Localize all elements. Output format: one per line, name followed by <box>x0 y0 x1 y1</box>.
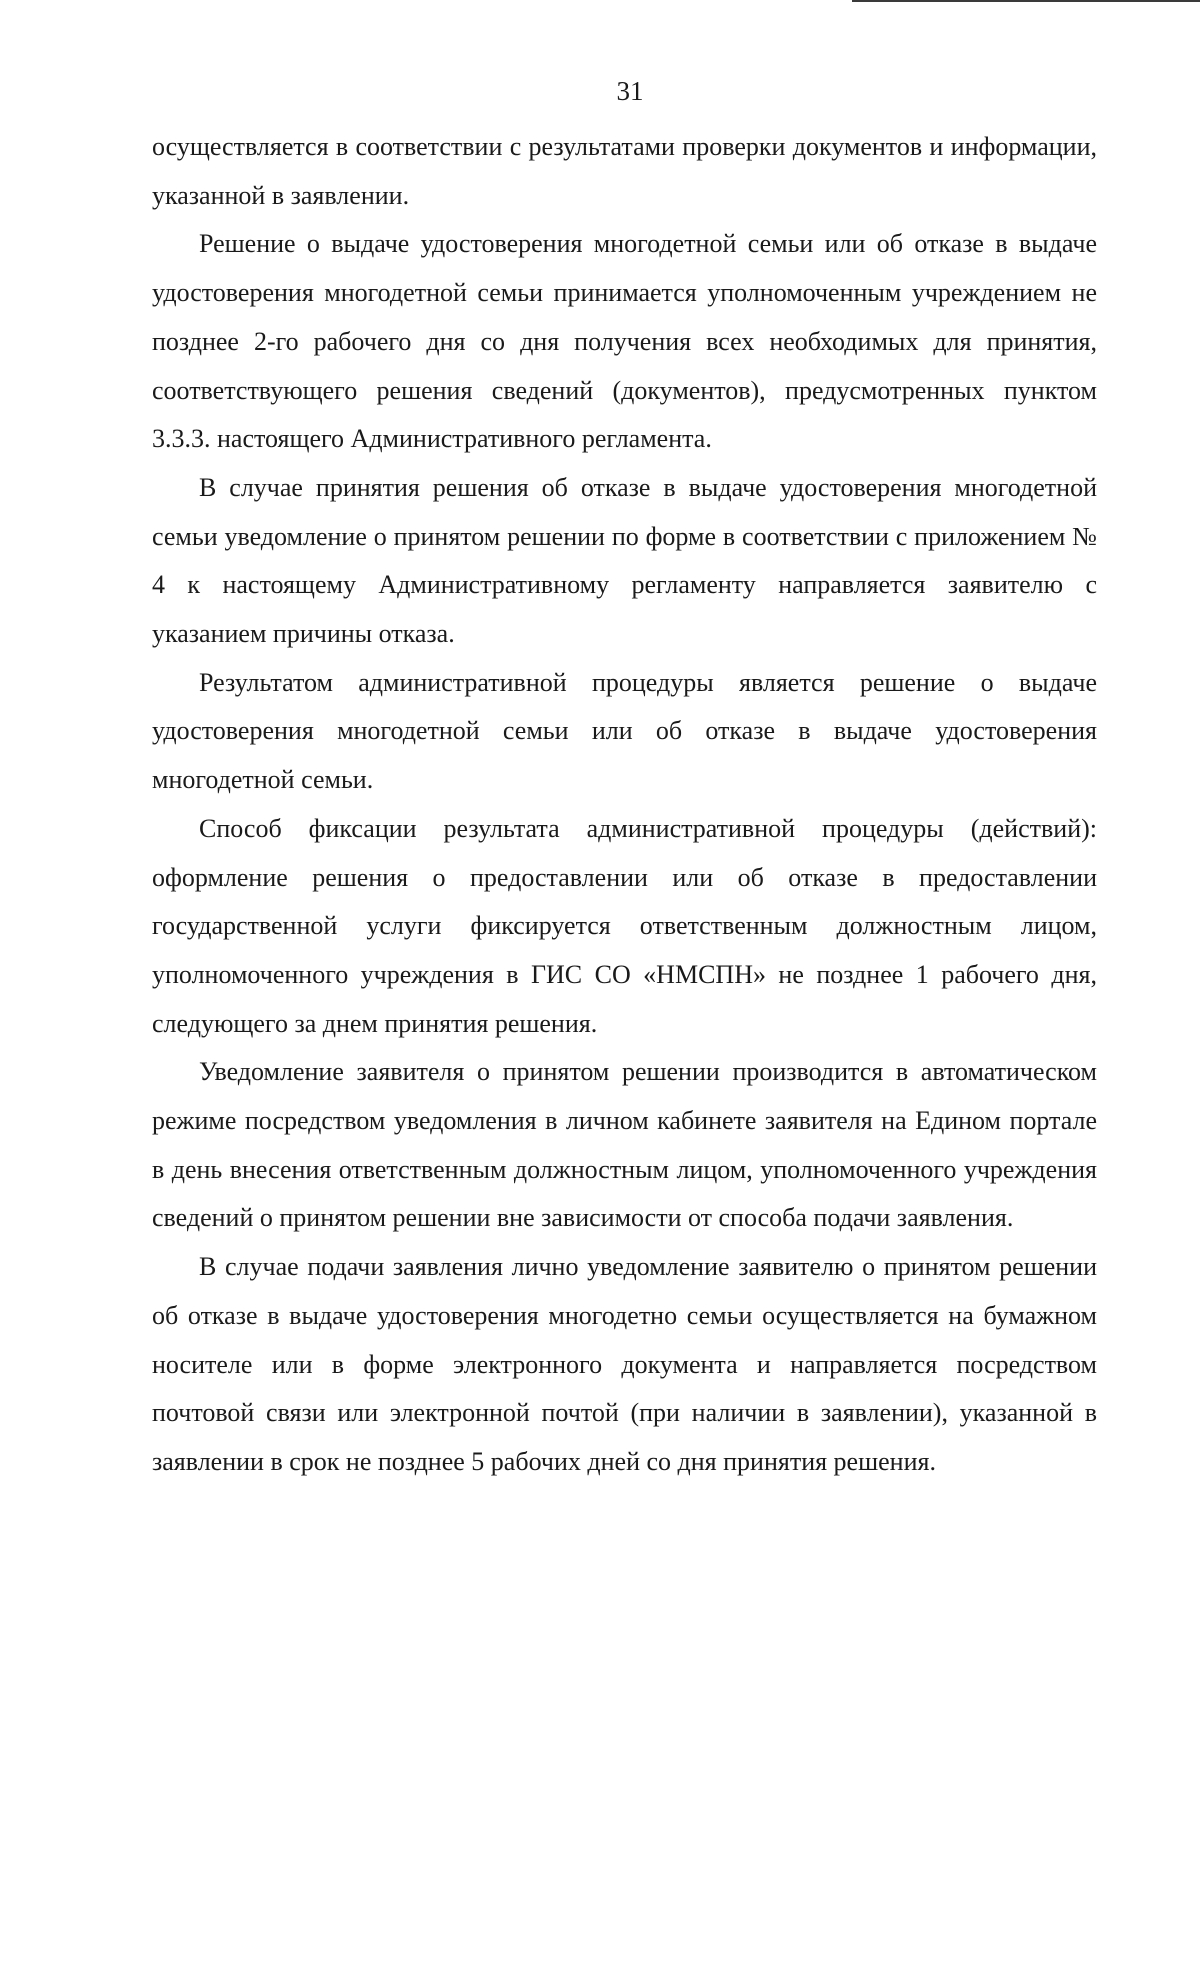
paragraph-continuation: осуществляется в соответствии с результатами проверки документов и информации, указанной в заявлении. <box>152 132 1097 210</box>
paragraph-refusal-notice: В случае принятия решения об отказе в выдаче удостоверения многодетной семьи уведомление о принятом решении по форме в соответствии с приложением № 4 к настоящему Административному регламенту направляется заявителю с указанием причины отказа. <box>152 472 1097 649</box>
paragraph-decision-deadline: Решение о выдаче удостоверения многодетной семьи или об отказе в выдаче удостоверения многодетной семьи принимается уполномоченным учреждением не позднее 2-го рабочего дня со дня получения всех необходимых для принятия, соответствующего решения сведений (документов), предусмотренных пунктом 3.3.3. настоящего Административного регламента. <box>152 229 1097 454</box>
top-border-line <box>852 0 1200 2</box>
paragraph-automatic-notification: Уведомление заявителя о принятом решении производится в автоматическом режиме посредством уведомления в личном кабинете заявителя на Едином портале в день внесения ответственным должностным лицом, уполномоченного учреждения сведений о принятом решении вне зависимости от способа подачи заявления. <box>152 1057 1097 1233</box>
paragraph-in-person-notification: В случае подачи заявления лично уведомление заявителю о принятом решении об отказе в выдаче удостоверения многодетно семьи осуществляется на бумажном носителе или в форме электронного документа и направляется посредством почтовой связи или электронной почтой (при наличии в заявлении), указанной в заявлении в срок не позднее 5 рабочих дней со дня принятия решения. <box>152 1252 1097 1476</box>
paragraph-result-recording: Способ фиксации результата административной процедуры (действий): оформление решения о предоставлении или об отказе в предоставлении государственной услуги фиксируется ответственным должностным лицом, уполномоченного учреждения в ГИС СО «НМСПН» не позднее 1 рабочего дня, следующего за днем принятия решения. <box>152 813 1097 1038</box>
document-body <box>152 123 1097 1487</box>
page-number: 31 <box>616 76 644 106</box>
paragraph-procedure-result: Результатом административной процедуры является решение о выдаче удостоверения многодетной семьи или об отказе в выдаче удостоверения многодетной семьи. <box>152 667 1097 795</box>
